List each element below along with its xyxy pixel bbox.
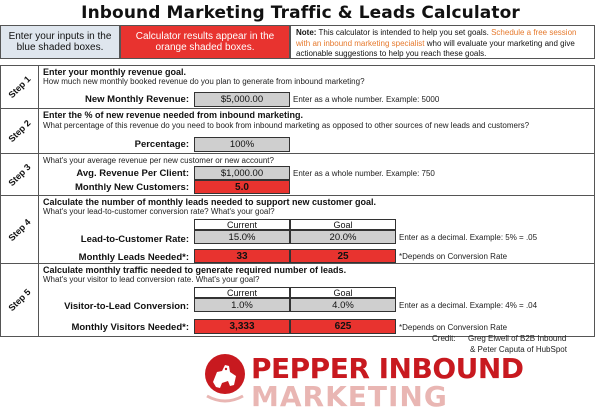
step-4-subquestion: What's your lead-to-customer conversion rate? What's your goal? bbox=[43, 207, 275, 216]
lead-rate-hint: Enter as a decimal. Example: 5% = .05 bbox=[399, 233, 538, 242]
step-1-question: Enter your monthly revenue goal. bbox=[43, 67, 187, 77]
step-1-subquestion: How much new monthly booked revenue do you plan to generate from inbound marketing? bbox=[43, 77, 365, 86]
lead-to-customer-label: Lead-to-Customer Rate: bbox=[80, 234, 189, 245]
avg-revenue-input[interactable]: $1,000.00 bbox=[194, 166, 290, 180]
avg-revenue-hint: Enter as a whole number. Example: 750 bbox=[293, 169, 435, 178]
step-5-subquestion: What's your visitor to lead conversion rate. What's your goal? bbox=[43, 275, 260, 284]
credit-line-2: & Peter Caputa of HubSpot bbox=[470, 345, 567, 354]
schedule-session-link[interactable]: Schedule a free session with an inbound marketing specialist bbox=[296, 28, 577, 48]
step-3-section bbox=[0, 154, 595, 196]
step-2-question: Enter the % of new revenue needed from inbound marketing. bbox=[43, 110, 304, 120]
step-2-label: Step 2 bbox=[1, 109, 39, 153]
monthly-visitors-current-result: 3,333 bbox=[194, 319, 290, 334]
credit-line-1: Greg Elwell of B2B Inbound bbox=[468, 334, 567, 343]
page-title: Inbound Marketing Traffic & Leads Calculator bbox=[81, 3, 520, 23]
monthly-leads-label: Monthly Leads Needed*: bbox=[78, 252, 189, 263]
pepper-inbound-logo bbox=[203, 350, 524, 413]
step-4-question: Calculate the number of monthly leads needed to support new customer goal. bbox=[43, 197, 377, 207]
step-5-question: Calculate monthly traffic needed to generate required number of leads. bbox=[43, 265, 347, 275]
logo-line-1: PEPPER INBOUND bbox=[251, 352, 524, 385]
step-4-label: Step 4 bbox=[1, 196, 39, 263]
visitor-to-lead-current-input[interactable]: 1.0% bbox=[194, 298, 290, 312]
visitors-footnote: *Depends on Conversion Rate bbox=[399, 323, 508, 332]
percentage-input[interactable]: 100% bbox=[194, 137, 290, 152]
step-4-goal-header: Goal bbox=[290, 219, 396, 230]
monthly-leads-current-result: 33 bbox=[194, 249, 290, 263]
visitor-to-lead-label: Visitor-to-Lead Conversion: bbox=[64, 301, 189, 312]
new-monthly-revenue-input[interactable]: $5,000.00 bbox=[194, 92, 290, 107]
revenue-hint: Enter as a whole number. Example: 5000 bbox=[293, 95, 440, 104]
visitor-to-lead-goal-input[interactable]: 4.0% bbox=[290, 298, 396, 312]
input-legend: Enter your inputs in the blue shaded boxes. bbox=[0, 25, 120, 59]
note-box bbox=[290, 25, 595, 59]
step-2-subquestion: What percentage of this revenue do you need to book from inbound marketing as opposed to other sources of new leads and customers? bbox=[43, 121, 530, 130]
note-label: Note: bbox=[296, 28, 317, 37]
step-5-section bbox=[0, 264, 595, 337]
lead-to-customer-goal-input[interactable]: 20.0% bbox=[290, 230, 396, 244]
note-tail: who will evaluate your marketing and give actionable suggestions to help you reach these goals. bbox=[296, 38, 575, 58]
step-3-label: Step 3 bbox=[1, 154, 39, 195]
step-1-label: Step 1 bbox=[1, 66, 39, 108]
step-2-section bbox=[0, 109, 595, 154]
step-4-current-header: Current bbox=[194, 219, 290, 230]
step-5-current-header: Current bbox=[194, 287, 290, 298]
monthly-new-customers-result: 5.0 bbox=[194, 180, 290, 194]
avg-revenue-label: Avg. Revenue Per Client: bbox=[76, 168, 189, 179]
credit-label: Credit: bbox=[432, 334, 456, 343]
step-3-subquestion: What's your average revenue per new customer or new account? bbox=[43, 156, 274, 165]
step-4-section bbox=[0, 196, 595, 264]
output-legend: Calculator results appear in the orange shaded boxes. bbox=[120, 25, 290, 59]
leads-footnote: *Depends on Conversion Rate bbox=[399, 252, 508, 261]
monthly-new-customers-label: Monthly New Customers: bbox=[74, 182, 189, 193]
dog-icon bbox=[203, 352, 247, 404]
visitor-rate-hint: Enter as a decimal. Example: 4% = .04 bbox=[399, 301, 538, 310]
new-monthly-revenue-label: New Monthly Revenue: bbox=[85, 94, 189, 105]
monthly-leads-goal-result: 25 bbox=[290, 249, 396, 263]
note-text: This calculator is intended to help you set goals. bbox=[316, 28, 492, 37]
percentage-label: Percentage: bbox=[134, 139, 189, 150]
logo-line-2: MARKETING bbox=[251, 380, 448, 413]
step-5-goal-header: Goal bbox=[290, 287, 396, 298]
lead-to-customer-current-input[interactable]: 15.0% bbox=[194, 230, 290, 244]
step-1-section bbox=[0, 65, 595, 109]
monthly-visitors-goal-result: 625 bbox=[290, 319, 396, 334]
step-5-label: Step 5 bbox=[1, 264, 39, 336]
monthly-visitors-label: Monthly Visitors Needed*: bbox=[71, 322, 189, 333]
